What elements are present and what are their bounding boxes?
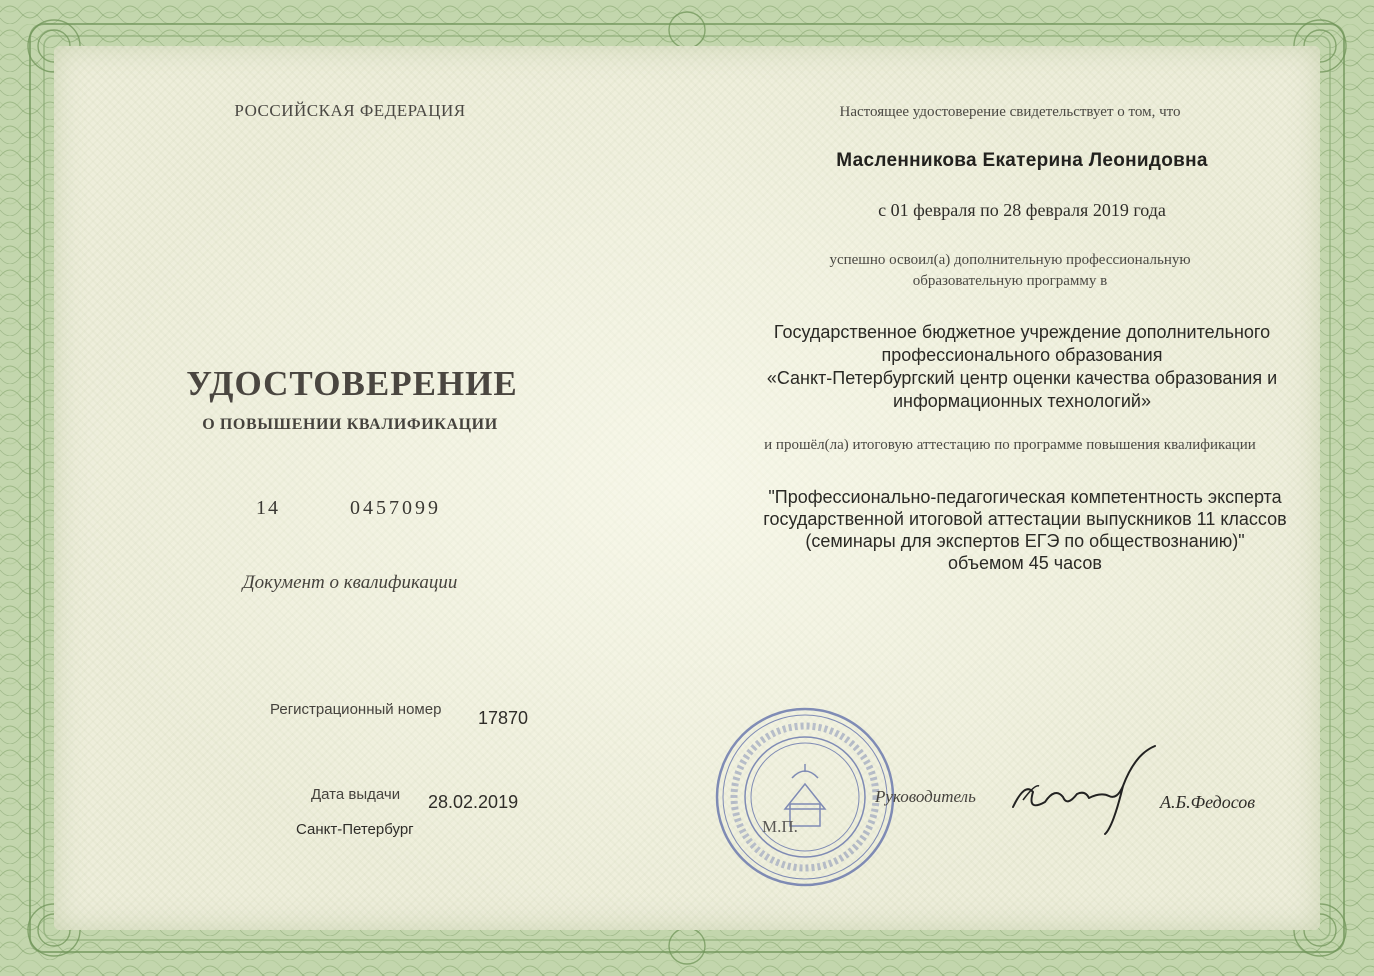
signature-icon <box>1005 742 1175 842</box>
mastered-line: успешно освоил(а) дополнительную профессиональную <box>829 252 1191 268</box>
organization-line: Государственное бюджетное учреждение дополнительного <box>773 322 1271 342</box>
document-number: 0457099 <box>350 497 441 519</box>
organization-name <box>767 321 1277 413</box>
organization-line: «Санкт-Петербургский центр оценки качества образования и <box>766 368 1278 388</box>
program-line: государственной итоговой аттестации выпускников 11 классов <box>763 509 1287 529</box>
head-name: А.Б.Федосов <box>1160 792 1256 812</box>
registration-number: 17870 <box>478 708 529 728</box>
program-line: объемом 45 часов <box>948 553 1102 573</box>
program-line: (семинары для экспертов ЕГЭ по обществознанию)" <box>805 531 1245 551</box>
document-series: 14 <box>256 497 280 519</box>
certify-intro: Настоящее удостоверение свидетельствует о том, что <box>839 104 1181 120</box>
passed-text: и прошёл(ла) итоговую аттестацию по программе повышения квалификации <box>764 437 1256 453</box>
document-subtitle: О ПОВЫШЕНИИ КВАЛИФИКАЦИИ <box>202 416 498 433</box>
study-period: с 01 февраля по 28 февраля 2019 года <box>878 200 1166 220</box>
issue-date: 28.02.2019 <box>428 792 519 812</box>
mastered-text <box>829 250 1190 292</box>
document-kind: Документ о квалификации <box>242 572 458 593</box>
document-title: УДОСТОВЕРЕНИЕ <box>186 364 518 403</box>
country-heading: РОССИЙСКАЯ ФЕДЕРАЦИЯ <box>234 101 466 120</box>
organization-line: информационных технологий» <box>892 391 1152 411</box>
program-title <box>763 486 1286 574</box>
holder-name: Масленникова Екатерина Леонидовна <box>836 150 1208 171</box>
program-line: "Профессионально-педагогическая компетентность эксперта <box>768 487 1282 507</box>
organization-line: профессионального образования <box>881 345 1163 365</box>
stamp-place-label: М.П. <box>762 817 798 836</box>
round-seal-icon <box>712 704 898 890</box>
issue-city: Санкт-Петербург <box>296 821 414 838</box>
registration-label: Регистрационный номер <box>270 701 442 718</box>
mastered-line: образовательную программу в <box>912 273 1108 289</box>
head-label: Руководитель <box>875 787 976 806</box>
issue-date-label: Дата выдачи <box>311 786 401 803</box>
